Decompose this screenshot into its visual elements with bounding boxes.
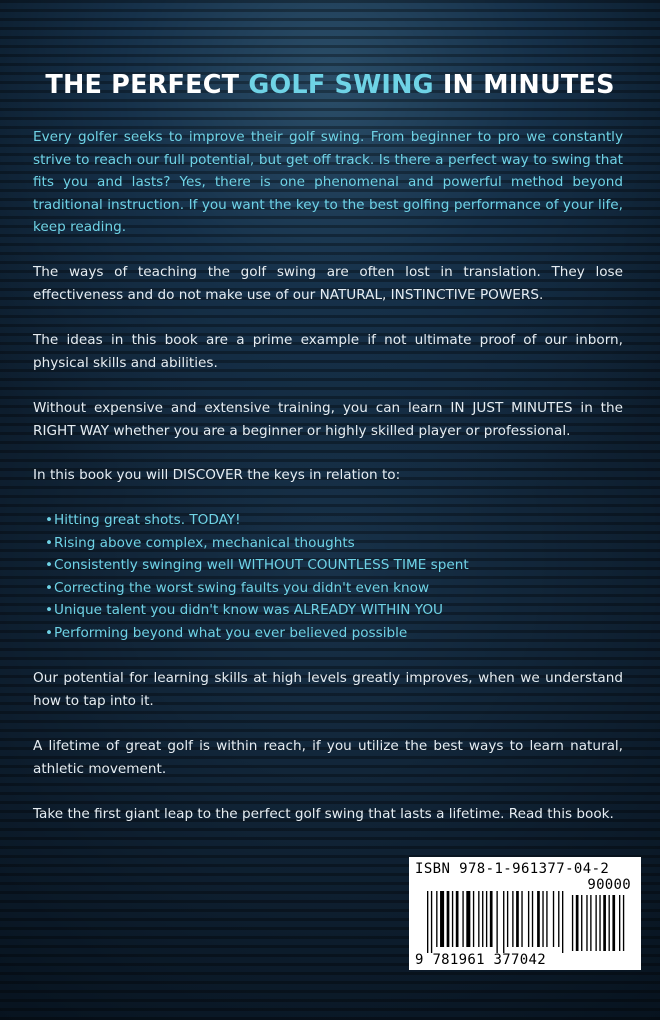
barcode-bar xyxy=(553,891,554,947)
barcode-addon-bar xyxy=(586,895,587,951)
barcode-addon-bar xyxy=(603,895,606,951)
isbn-label: ISBN 978-1-961377-04-2 xyxy=(415,861,610,877)
barcode-bar xyxy=(462,891,463,947)
bullet-marker: • xyxy=(45,579,54,596)
barcode-bar xyxy=(436,891,437,947)
intro-paragraph: Every golfer seeks to improve their golf swing. From beginner to pro we constantly strive to reach our full potential, but get off track. Is there a perfect way to swing that fits you and lasts? Yes, there is one phenomenal and powerful method beyond traditional instruction. If you want the key to the best golfing performance of your life, keep reading. xyxy=(33,129,623,235)
barcode-bar xyxy=(447,891,450,947)
barcode-addon-bar xyxy=(581,895,582,951)
barcode-bar xyxy=(456,891,459,947)
list-item-text: Performing beyond what you ever believed possible xyxy=(54,624,408,641)
list-item xyxy=(45,577,635,600)
bullet-marker: • xyxy=(45,534,54,551)
barcode-bar xyxy=(478,891,479,947)
paragraph-translation: The ways of teaching the golf swing are often lost in translation. They lose effectiveness and do not make use of our NATURAL, INSTINCTIVE POWERS. xyxy=(33,264,623,303)
barcode-bar xyxy=(486,891,487,947)
paragraph-discover: In this book you will DISCOVER the keys in relation to: xyxy=(33,467,401,483)
barcode-bar xyxy=(490,891,493,947)
barcode-bar xyxy=(562,891,563,953)
barcode-bar xyxy=(427,891,428,953)
barcode-bar xyxy=(546,891,547,947)
barcode-bar xyxy=(542,891,543,947)
barcode-bar xyxy=(503,891,504,953)
barcode-addon-bar xyxy=(590,895,591,951)
paragraph-closing: Take the first giant leap to the perfect golf swing that lasts a lifetime. Read this book. xyxy=(33,806,614,822)
list-item-text: Correcting the worst swing faults you didn't even know xyxy=(54,579,430,596)
key-points-list xyxy=(45,509,635,644)
list-item xyxy=(45,532,635,555)
paragraph-potential: Our potential for learning skills at high levels greatly improves, when we understand how to tap into it. xyxy=(33,670,623,709)
barcode-bar xyxy=(521,891,522,947)
ean-number: 9 781961 377042 xyxy=(415,952,546,968)
barcode-bar xyxy=(512,891,513,947)
paragraph-training: Without expensive and extensive training, you can learn IN JUST MINUTES in the RIGHT WAY whether you are a beginner or highly skilled player or professional. xyxy=(33,400,623,439)
barcode-addon-bar xyxy=(576,895,579,951)
list-item xyxy=(45,599,635,622)
barcode-bar xyxy=(537,891,540,947)
title-part-2: IN MINUTES xyxy=(433,70,615,100)
paragraph-lifetime: A lifetime of great golf is within reach, if you utilize the best ways to learn natural, athletic movement. xyxy=(33,738,623,777)
barcode-bar xyxy=(482,891,483,947)
title-accent: GOLF SWING xyxy=(248,70,434,100)
paragraph-ideas: The ideas in this book are a prime example if not ultimate proof of our inborn, physical skills and abilities. xyxy=(33,332,623,371)
list-item xyxy=(45,554,635,577)
barcode-bar xyxy=(452,891,453,947)
barcode-addon-bar xyxy=(572,895,573,951)
list-item xyxy=(45,509,635,532)
barcode-bar xyxy=(516,891,519,947)
barcode-bar xyxy=(507,891,508,947)
barcode-addon-bar xyxy=(609,895,610,951)
barcode-bar xyxy=(558,891,559,947)
barcode-bar xyxy=(466,891,470,947)
cover-title xyxy=(0,70,660,100)
barcode-bar xyxy=(431,891,432,953)
list-item-text: Unique talent you didn't know was ALREADY WITHIN YOU xyxy=(54,602,444,618)
bullet-marker: • xyxy=(45,512,54,528)
list-item xyxy=(45,622,635,645)
bullet-marker: • xyxy=(45,557,54,573)
barcode-bar xyxy=(532,891,533,947)
list-item-text: Rising above complex, mechanical thoughts xyxy=(54,534,355,551)
bullet-marker: • xyxy=(45,624,54,641)
list-item-text: Consistently swinging well WITHOUT COUNTLESS TIME spent xyxy=(54,557,469,573)
title-part-1: THE PERFECT xyxy=(45,70,249,100)
barcode-bar xyxy=(528,891,529,947)
barcode-bars xyxy=(413,877,637,953)
isbn-barcode-box xyxy=(409,857,641,970)
list-item-text: Hitting great shots. TODAY! xyxy=(54,512,241,528)
barcode-bar xyxy=(473,891,474,947)
barcode-bar xyxy=(440,891,444,947)
barcode-addon-bar xyxy=(623,895,624,951)
barcode-bar xyxy=(496,891,497,953)
barcode-addon-bar xyxy=(612,895,615,951)
barcode-addon-bar xyxy=(595,895,596,951)
price-code: 90000 xyxy=(587,877,631,893)
barcode-addon-bar xyxy=(619,895,620,951)
bullet-marker: • xyxy=(45,602,54,618)
barcode-addon-bar xyxy=(599,895,600,951)
